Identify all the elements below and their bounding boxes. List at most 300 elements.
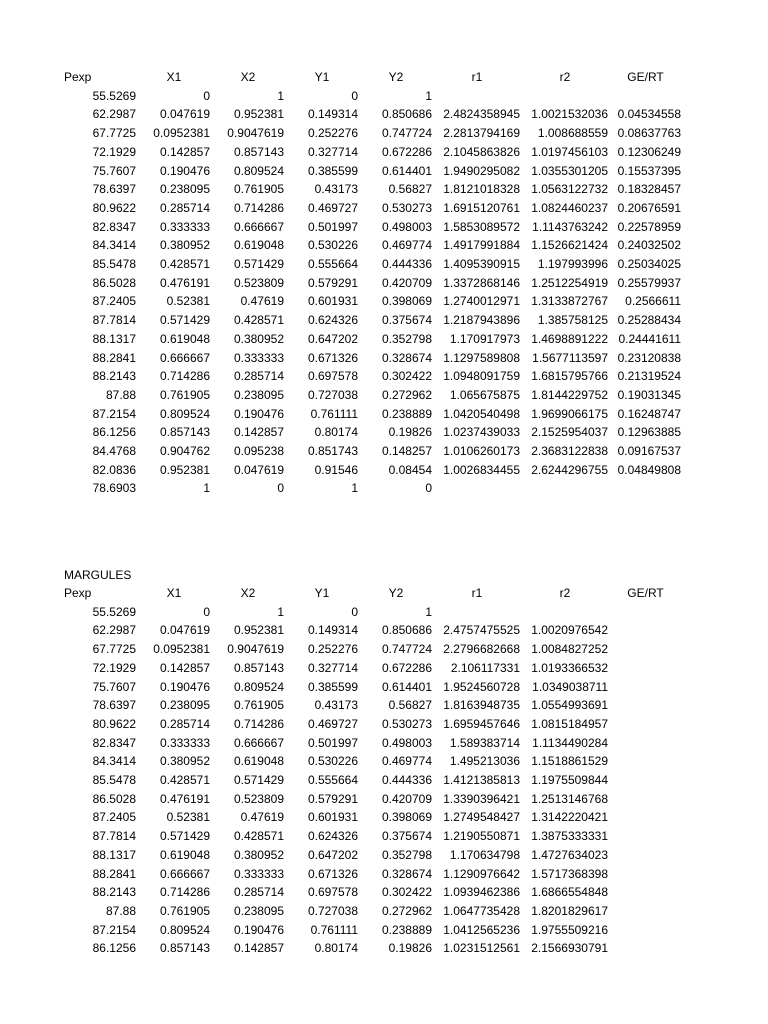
- cell-y1: 0.647202: [307, 847, 358, 862]
- cell-ge-rt: 0.24441611: [618, 331, 681, 346]
- cell-y2: 0.747724: [381, 642, 432, 657]
- table-row: [62, 143, 683, 162]
- cell-r1: 1.0231512561: [443, 941, 520, 956]
- cell-y2: 0.850686: [381, 623, 432, 638]
- cell-x2: 0.428571: [233, 829, 284, 844]
- cell-r1: 1.0412565236: [443, 922, 520, 937]
- table-row: [62, 921, 683, 940]
- header-pexp: Pexp: [64, 70, 92, 84]
- cell-r1: [434, 479, 522, 498]
- cell-x1: 0.571429: [159, 829, 210, 844]
- cell-x1: 0.190476: [159, 679, 210, 694]
- cell-y1: 0.530226: [307, 238, 358, 253]
- data-table-2: [62, 584, 683, 958]
- cell-x1: 0.0952381: [153, 126, 210, 141]
- cell-r2: 1.2513146768: [531, 791, 608, 806]
- cell-x2: 0.380952: [233, 331, 284, 346]
- cell-ge-rt: [610, 678, 683, 697]
- cell-y1: 0: [351, 88, 358, 103]
- cell-pexp: 55.5269: [92, 88, 136, 103]
- cell-r2: 1.3142220421: [531, 810, 608, 825]
- table-row: [62, 659, 683, 678]
- cell-y1: 0.327714: [307, 144, 358, 159]
- cell-pexp: 87.88: [105, 903, 136, 918]
- table-row: [62, 846, 683, 865]
- cell-y1: 1: [351, 481, 358, 496]
- header-row: [62, 68, 683, 87]
- cell-r1: 2.106117331: [450, 660, 520, 675]
- header-x2: X2: [240, 70, 256, 84]
- cell-x1: 0.666667: [159, 350, 210, 365]
- cell-x1: 0.190476: [159, 163, 210, 178]
- cell-r2: 1.1526621424: [531, 238, 608, 253]
- cell-r1: [434, 603, 522, 622]
- cell-x2: 0.761905: [233, 182, 284, 197]
- cell-r2: 1.1975509844: [531, 773, 608, 788]
- cell-pexp: 75.7607: [92, 163, 136, 178]
- cell-y1: 0.601931: [307, 294, 358, 309]
- table-row: [62, 105, 683, 124]
- cell-x2: 0.714286: [233, 716, 284, 731]
- cell-x1: 1: [203, 481, 210, 496]
- cell-y2: 0.302422: [381, 369, 432, 384]
- cell-ge-rt: 0.18328457: [617, 182, 681, 197]
- table-row: [62, 771, 683, 790]
- cell-r1: 1.0939462386: [443, 885, 520, 900]
- cell-r2: 1.3133872767: [531, 294, 608, 309]
- table-row: [62, 479, 683, 498]
- cell-ge-rt: [610, 883, 683, 902]
- cell-ge-rt: [610, 603, 683, 622]
- table-row: [62, 715, 683, 734]
- cell-y1: 0.43173: [314, 698, 358, 713]
- header-y1: Y1: [314, 70, 330, 84]
- cell-x2: 0.428571: [233, 313, 284, 328]
- cell-y2: 0: [425, 481, 432, 496]
- cell-x2: 0.857143: [233, 144, 284, 159]
- cell-x1: 0.904762: [159, 444, 210, 459]
- cell-x2: 0.285714: [233, 369, 284, 384]
- cell-y2: 0.530273: [381, 716, 432, 731]
- table-row: [62, 162, 683, 181]
- cell-pexp: 82.8347: [92, 219, 136, 234]
- cell-pexp: 87.2405: [92, 294, 136, 309]
- cell-pexp: 86.5028: [92, 275, 136, 290]
- cell-y1: 0.501997: [307, 219, 358, 234]
- cell-x2: 0.238095: [233, 903, 284, 918]
- cell-ge-rt: 0.19031345: [617, 387, 681, 402]
- cell-y2: 0.352798: [381, 331, 432, 346]
- table-row: [62, 883, 683, 902]
- cell-y1: 0.252276: [307, 642, 358, 657]
- cell-r1: 1.3372868146: [443, 275, 520, 290]
- table-row: [62, 199, 683, 218]
- cell-pexp: 87.2154: [92, 406, 136, 421]
- cell-y1: 0.727038: [307, 387, 358, 402]
- cell-ge-rt: [610, 865, 683, 884]
- cell-y2: 0.272962: [381, 387, 432, 402]
- cell-y1: 0.43173: [314, 182, 358, 197]
- cell-y2: 0.352798: [381, 847, 432, 862]
- cell-pexp: 88.2841: [92, 866, 136, 881]
- cell-y1: 0.252276: [307, 126, 358, 141]
- cell-r2: 1.197993996: [537, 257, 608, 272]
- cell-pexp: 84.3414: [92, 238, 136, 253]
- header-y1: Y1: [314, 586, 330, 600]
- cell-pexp: 75.7607: [92, 679, 136, 694]
- cell-y1: 0.579291: [307, 791, 358, 806]
- table-row: [62, 180, 683, 199]
- cell-x2: 0.952381: [233, 107, 284, 122]
- cell-r1: [434, 87, 522, 106]
- cell-ge-rt: 0.23120838: [617, 350, 681, 365]
- cell-x1: 0.333333: [159, 735, 210, 750]
- cell-y2: 0.19826: [388, 425, 432, 440]
- cell-y2: 0.444336: [381, 773, 432, 788]
- cell-r2: 1.4698891222: [531, 331, 608, 346]
- cell-x2: 0.714286: [233, 200, 284, 215]
- cell-y2: 0.272962: [381, 903, 432, 918]
- cell-pexp: 80.9622: [92, 716, 136, 731]
- table-row: [62, 218, 683, 237]
- cell-y2: 0.530273: [381, 200, 432, 215]
- cell-ge-rt: [610, 846, 683, 865]
- cell-r2: 1.8144229752: [531, 387, 608, 402]
- cell-y1: 0.851743: [307, 444, 358, 459]
- header-ge-rt: GE/RT: [627, 586, 664, 600]
- table-row: [62, 386, 683, 405]
- cell-x2: 0.333333: [233, 866, 284, 881]
- cell-pexp: 88.2143: [92, 369, 136, 384]
- cell-ge-rt: [610, 621, 683, 640]
- cell-y1: 0.671326: [307, 350, 358, 365]
- cell-r2: 1.4727634023: [531, 847, 608, 862]
- cell-r1: 1.3390396421: [443, 791, 520, 806]
- cell-y1: 0.80174: [314, 425, 358, 440]
- cell-x1: 0.619048: [159, 331, 210, 346]
- cell-pexp: 78.6397: [92, 698, 136, 713]
- cell-y1: 0.501997: [307, 735, 358, 750]
- cell-pexp: 86.1256: [92, 941, 136, 956]
- cell-r1: 1.0237439033: [443, 425, 520, 440]
- cell-r1: 1.4917991884: [443, 238, 520, 253]
- header-x2: X2: [240, 586, 256, 600]
- cell-r1: 1.170634798: [449, 847, 520, 862]
- cell-y2: 0.375674: [381, 313, 432, 328]
- cell-ge-rt: [610, 640, 683, 659]
- table-row: [62, 367, 683, 386]
- cell-y1: 0.671326: [307, 866, 358, 881]
- cell-ge-rt: [610, 715, 683, 734]
- header-pexp: Pexp: [64, 586, 92, 600]
- cell-r1: 1.5853089572: [443, 219, 520, 234]
- cell-r1: 2.4757475525: [443, 623, 520, 638]
- cell-x1: 0.619048: [159, 847, 210, 862]
- cell-x1: 0.857143: [159, 941, 210, 956]
- cell-y1: 0.761111: [310, 406, 358, 421]
- cell-ge-rt: 0.04849808: [617, 462, 681, 477]
- cell-y2: 0.56827: [388, 182, 432, 197]
- cell-pexp: 88.2841: [92, 350, 136, 365]
- cell-pexp: 82.8347: [92, 735, 136, 750]
- table-row: [62, 603, 683, 622]
- cell-x2: 0.190476: [233, 406, 284, 421]
- cell-r2: 1.0554993691: [531, 698, 608, 713]
- table-row: [62, 827, 683, 846]
- cell-r2: 2.1566930791: [531, 941, 608, 956]
- cell-r2: [522, 603, 610, 622]
- cell-pexp: 85.5478: [92, 773, 136, 788]
- table-row: [62, 790, 683, 809]
- cell-x1: 0.142857: [159, 144, 210, 159]
- cell-y2: 0.672286: [381, 660, 432, 675]
- cell-pexp: 67.7725: [92, 126, 136, 141]
- cell-ge-rt: [610, 752, 683, 771]
- cell-r2: 2.3683122838: [531, 444, 608, 459]
- cell-y2: 0.747724: [381, 126, 432, 141]
- cell-ge-rt: 0.25288434: [617, 313, 681, 328]
- cell-y1: 0.579291: [307, 275, 358, 290]
- header-row: [62, 584, 683, 603]
- cell-x2: 0.285714: [233, 885, 284, 900]
- cell-r1: 1.2190550871: [443, 829, 520, 844]
- cell-x2: 0.666667: [233, 219, 284, 234]
- cell-pexp: 88.2143: [92, 885, 136, 900]
- cell-y2: 0.328674: [381, 350, 432, 365]
- cell-r2: 1.1518861529: [531, 754, 608, 769]
- cell-ge-rt: 0.04534558: [617, 107, 681, 122]
- cell-pexp: 88.1317: [92, 847, 136, 862]
- cell-x1: 0.047619: [159, 623, 210, 638]
- cell-pexp: 86.5028: [92, 791, 136, 806]
- cell-x1: 0.428571: [159, 773, 210, 788]
- cell-x2: 0.333333: [233, 350, 284, 365]
- cell-x2: 0.9047619: [227, 126, 284, 141]
- header-y2: Y2: [388, 70, 404, 84]
- cell-r1: 1.0420540498: [443, 406, 520, 421]
- table-row: [62, 808, 683, 827]
- cell-y1: 0: [351, 604, 358, 619]
- cell-y2: 0.398069: [381, 810, 432, 825]
- cell-x1: 0.142857: [159, 660, 210, 675]
- cell-y2: 0.148257: [381, 444, 432, 459]
- table-row: [62, 274, 683, 293]
- cell-r2: 1.5677113597: [532, 350, 608, 365]
- cell-r2: 1.0355301205: [531, 163, 608, 178]
- table-row: [62, 330, 683, 349]
- cell-ge-rt: [610, 734, 683, 753]
- cell-x2: 1: [277, 604, 284, 619]
- cell-y1: 0.80174: [314, 941, 358, 956]
- cell-ge-rt: 0.12963885: [617, 425, 681, 440]
- cell-x1: 0.0952381: [153, 642, 210, 657]
- cell-r2: 1.6815795766: [531, 369, 608, 384]
- cell-pexp: 87.7814: [92, 829, 136, 844]
- cell-y1: 0.624326: [307, 313, 358, 328]
- cell-y1: 0.149314: [307, 107, 358, 122]
- cell-ge-rt: 0.25034025: [617, 257, 681, 272]
- cell-y1: 0.697578: [307, 369, 358, 384]
- cell-ge-rt: [610, 808, 683, 827]
- cell-x1: 0.380952: [159, 238, 210, 253]
- cell-x1: 0.380952: [159, 754, 210, 769]
- table-row: [62, 752, 683, 771]
- cell-y2: 0.328674: [381, 866, 432, 881]
- cell-x2: 0.809524: [233, 679, 284, 694]
- table-row: [62, 442, 683, 461]
- cell-y1: 0.530226: [307, 754, 358, 769]
- cell-x2: 0.619048: [233, 754, 284, 769]
- cell-y2: 0.238889: [381, 922, 432, 937]
- cell-x1: 0.333333: [159, 219, 210, 234]
- cell-x2: 0.9047619: [227, 642, 284, 657]
- cell-x2: 0.190476: [233, 922, 284, 937]
- cell-ge-rt: [610, 771, 683, 790]
- header-x1: X1: [166, 586, 182, 600]
- table-row: [62, 255, 683, 274]
- cell-r2: 1.0349038711: [532, 679, 608, 694]
- cell-x2: 0.095238: [233, 444, 284, 459]
- cell-x2: 0.857143: [233, 660, 284, 675]
- cell-x2: 0.809524: [233, 163, 284, 178]
- cell-y1: 0.647202: [307, 331, 358, 346]
- cell-y2: 0.375674: [381, 829, 432, 844]
- cell-ge-rt: 0.12306249: [617, 144, 681, 159]
- cell-y2: 0.498003: [381, 219, 432, 234]
- cell-ge-rt: [610, 790, 683, 809]
- cell-y1: 0.555664: [307, 773, 358, 788]
- cell-y2: 0.498003: [381, 735, 432, 750]
- cell-x2: 1: [277, 88, 284, 103]
- cell-ge-rt: 0.25579937: [617, 275, 681, 290]
- cell-x2: 0.666667: [233, 735, 284, 750]
- cell-r1: 2.1045863826: [443, 144, 520, 159]
- cell-ge-rt: 0.24032502: [617, 238, 681, 253]
- cell-pexp: 72.1929: [92, 144, 136, 159]
- cell-x1: 0.714286: [159, 369, 210, 384]
- cell-y1: 0.761111: [310, 922, 358, 937]
- table-row: [62, 87, 683, 106]
- table-row: [62, 939, 683, 958]
- cell-r2: 1.0193366532: [531, 660, 608, 675]
- cell-pexp: 88.1317: [92, 331, 136, 346]
- cell-x1: 0.428571: [159, 257, 210, 272]
- cell-pexp: 62.2987: [92, 623, 136, 638]
- cell-pexp: 87.7814: [92, 313, 136, 328]
- header-r1: r1: [471, 70, 483, 84]
- cell-r1: 1.589383714: [449, 735, 520, 750]
- cell-x2: 0.47619: [240, 294, 284, 309]
- cell-y2: 0.444336: [381, 257, 432, 272]
- cell-r2: [522, 479, 610, 498]
- table-row: [62, 696, 683, 715]
- cell-x1: 0.809524: [159, 406, 210, 421]
- table-row: [62, 311, 683, 330]
- cell-ge-rt: [610, 479, 683, 498]
- cell-x1: 0.476191: [159, 791, 210, 806]
- cell-pexp: 62.2987: [92, 107, 136, 122]
- cell-y1: 0.601931: [307, 810, 358, 825]
- cell-y2: 0.56827: [388, 698, 432, 713]
- cell-r2: 1.9699066175: [531, 406, 608, 421]
- cell-ge-rt: 0.08637763: [617, 126, 681, 141]
- cell-x2: 0.523809: [233, 275, 284, 290]
- cell-y2: 0.614401: [381, 679, 432, 694]
- cell-x1: 0.285714: [159, 200, 210, 215]
- cell-pexp: 87.88: [105, 387, 136, 402]
- table-row: [62, 621, 683, 640]
- cell-r1: 1.0647735428: [443, 903, 520, 918]
- cell-ge-rt: 0.09167537: [617, 444, 681, 459]
- cell-ge-rt: 0.21319524: [617, 369, 681, 384]
- cell-pexp: 87.2405: [92, 810, 136, 825]
- cell-y2: 0.08454: [388, 462, 432, 477]
- cell-y2: 0.614401: [381, 163, 432, 178]
- table-2-body: [62, 603, 683, 958]
- section-title-margules: MARGULES: [64, 568, 132, 582]
- cell-ge-rt: 0.15537395: [617, 163, 681, 178]
- cell-ge-rt: [610, 659, 683, 678]
- cell-x2: 0.523809: [233, 791, 284, 806]
- cell-ge-rt: 0.16248747: [617, 406, 681, 421]
- cell-pexp: 55.5269: [92, 604, 136, 619]
- cell-r1: 1.4121385813: [443, 773, 520, 788]
- cell-r2: 1.9755509216: [531, 922, 608, 937]
- cell-r1: 2.2813794169: [443, 126, 520, 141]
- cell-r2: 1.0021532036: [531, 107, 608, 122]
- cell-r1: 1.1297589808: [443, 350, 520, 365]
- cell-pexp: 67.7725: [92, 642, 136, 657]
- cell-y2: 0.238889: [381, 406, 432, 421]
- cell-r1: 1.495213036: [449, 754, 520, 769]
- cell-r2: 2.1525954037: [531, 425, 608, 440]
- cell-ge-rt: [610, 696, 683, 715]
- table-row: [62, 902, 683, 921]
- cell-pexp: 84.3414: [92, 754, 136, 769]
- cell-x2: 0.47619: [240, 810, 284, 825]
- cell-r1: 1.2187943896: [443, 313, 520, 328]
- cell-y2: 0.469774: [381, 754, 432, 769]
- cell-x2: 0.380952: [233, 847, 284, 862]
- cell-y1: 0.327714: [307, 660, 358, 675]
- cell-y2: 0.672286: [381, 144, 432, 159]
- cell-y1: 0.469727: [307, 716, 358, 731]
- cell-ge-rt: [610, 921, 683, 940]
- data-table-1: [62, 68, 683, 498]
- cell-x2: 0.142857: [233, 425, 284, 440]
- table-1-body: [62, 87, 683, 498]
- cell-y2: 0.19826: [388, 941, 432, 956]
- cell-r1: 1.8121018328: [443, 182, 520, 197]
- cell-r2: 1.3875333331: [531, 829, 608, 844]
- table-row: [62, 292, 683, 311]
- cell-r1: 1.2740012971: [443, 294, 520, 309]
- cell-ge-rt: 0.20676591: [617, 200, 681, 215]
- cell-r1: 1.6915120761: [443, 200, 520, 215]
- cell-x2: 0.142857: [233, 941, 284, 956]
- cell-x1: 0.238095: [159, 698, 210, 713]
- cell-x2: 0.619048: [233, 238, 284, 253]
- cell-x1: 0.52381: [166, 294, 210, 309]
- cell-r2: 1.008688559: [537, 126, 608, 141]
- cell-r2: 1.0815184957: [531, 716, 608, 731]
- cell-x2: 0: [277, 481, 284, 496]
- cell-ge-rt: [610, 87, 683, 106]
- table-row: [62, 405, 683, 424]
- cell-r1: 1.9490295082: [443, 163, 520, 178]
- cell-pexp: 78.6397: [92, 182, 136, 197]
- cell-x1: 0.476191: [159, 275, 210, 290]
